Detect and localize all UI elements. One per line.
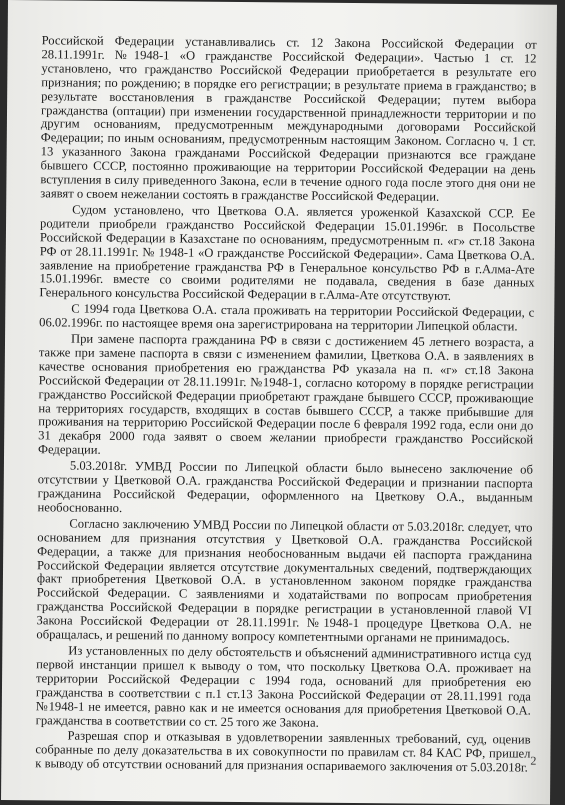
paragraph-dispute-resolution: Разрешая спор и отказывая в удовлетворении заявленных требований, суд, оценив собранные по делу доказательства в их совокупности по правилам ст. 84 КАС РФ, пришел к выводу об отсутствии оснований для признания оспариваемого заключения от 5.03.2018г.	[35, 728, 531, 775]
paragraph-court-finding: Из установленных по делу обстоятельств и объяснений административного истца суд первой инстанции пришел к выводу о том, что поскольку Цветкова О.А. проживает на территории Российской Федерации с 1994 года, оснований для приобретения ею гражданства в соответствии с п.1 ст.13 Закона Российской Федерации от 28.11.1991 года №1948-1 не имеется, равно как и не имеется основания для приобретения Цветковой О.А. гражданства в соответствии со ст. 25 того же Закона.	[35, 643, 532, 730]
paragraph-conclusion-grounds: Согласно заключению УМВД России по Липецкой области от 5.03.2018г. следует, что основанием для признания отсутствия у Цветковой О.А. гражданства Российской Федерации, а также для признания необоснованным выдачи ей паспорта гражданина Российской Федерации является отсутствие документальных сведений, подтверждающих факт приобретения Цветковой О.А. в установленном законом порядке гражданства Российской Федерации. С заявлениями и ходатайствами по вопросам приобретения гражданства Российской Федерации в порядке регистрации в установленной главой VI Закона Российской Федерации от 28.11.1991г. №1948-1 процедуре Цветкова О.А. не обращалась, и решений по данному вопросу компетентными органами не принимадось.	[36, 516, 533, 646]
paragraph-passport-replacement: При замене паспорта гражданина РФ в связи с достижением 45 летнего возраста, а также при замене паспорта в связи с изменением фамилии, Цветкова О.А. в заявлениях в качестве основания приобретения ею гражданства РФ указала на п. «г» ст.18 Закона Российской Федерации от 28.11.1991г. №1948-1, согласно которому в порядке регистрации гражданство Российской Федерации приобретают граждане бывшего СССР, проживающие на территориях государств, входящих в состав бывшего СССР, а также прибывшие для проживания на территорию Российской Федерации после 6 февраля 1992 года, если они до 31 декабря 2000 года заявят о своем желании приобрести гражданство Российской Федерации.	[38, 331, 535, 458]
paragraph-citizenship-law: Российской Федерации устанавливались ст. 12 Закона Российской Федерации от 28.11.1991г. №1948-1 «О гражданстве Российской Федерации». Частью 1 ст. 12 установлено, что гражданство Российской Федерации приобретается в результате его признания; по рождению; в порядке его регистрации; в результате приема в гражданство; в результате восстановления в гражданстве Российской Федерации; путем выбора гражданства (оптации) при изменении государственной принадлежности территории и по другим основаниям, предусмотренным международными договорами Российской Федерации; по иным основаниям, предусмотренным настоящим Законом. Согласно ч. 1 ст. 13 указанного Закона гражданами Российской Федерации признаются все граждане бывшего СССР, постоянно проживающие на территории Российской Федерации на день вступления в силу приведенного Закона, если в течение одного года после этого дня они не заявят о своем нежелании состоять в гражданстве Российской Федерации.	[40, 33, 537, 204]
document-body	[35, 34, 536, 777]
paragraph-conclusion-issued: 5.03.2018г. УМВД России по Липецкой области было вынесено заключение об отсутствии у Цветковой О.А. гражданства Российской Федерации и признании паспорта гражданина Российской Федерации, оформленного на Цветкову О.А., выданным необоснованно.	[37, 458, 533, 515]
page-number: 2	[530, 753, 537, 768]
paragraph-court-established: Судом установлено, что Цветкова О.А. является уроженкой Казахской ССР. Ее родители приобрели гражданство Российской Федерации 15.01.1996г. в Посольстве Российской Федерации в Казахстане по основаниям, предусмотренным п. «г» ст.18 Закона РФ от 28.11.1991г. № 1948-1 «О гражданстве Российской Федерации». Сама Цветкова О.А. заявление на приобретение гражданства РФ в Генеральное консульство РФ в г.Алма-Ате 15.01.1996г. вместе со своими родителями не подавала, сведения в базе данных Генерального консульства Российской Федерации в г.Алма-Ате отсутствуют.	[39, 202, 536, 304]
document-page	[1, 0, 557, 805]
paragraph-residence-1994: С 1994 года Цветкова О.А. стала проживать на территории Российской Федерации, с 06.02.1996г. по настоящее время она зарегистрирована на территории Липецкой области.	[39, 301, 535, 334]
